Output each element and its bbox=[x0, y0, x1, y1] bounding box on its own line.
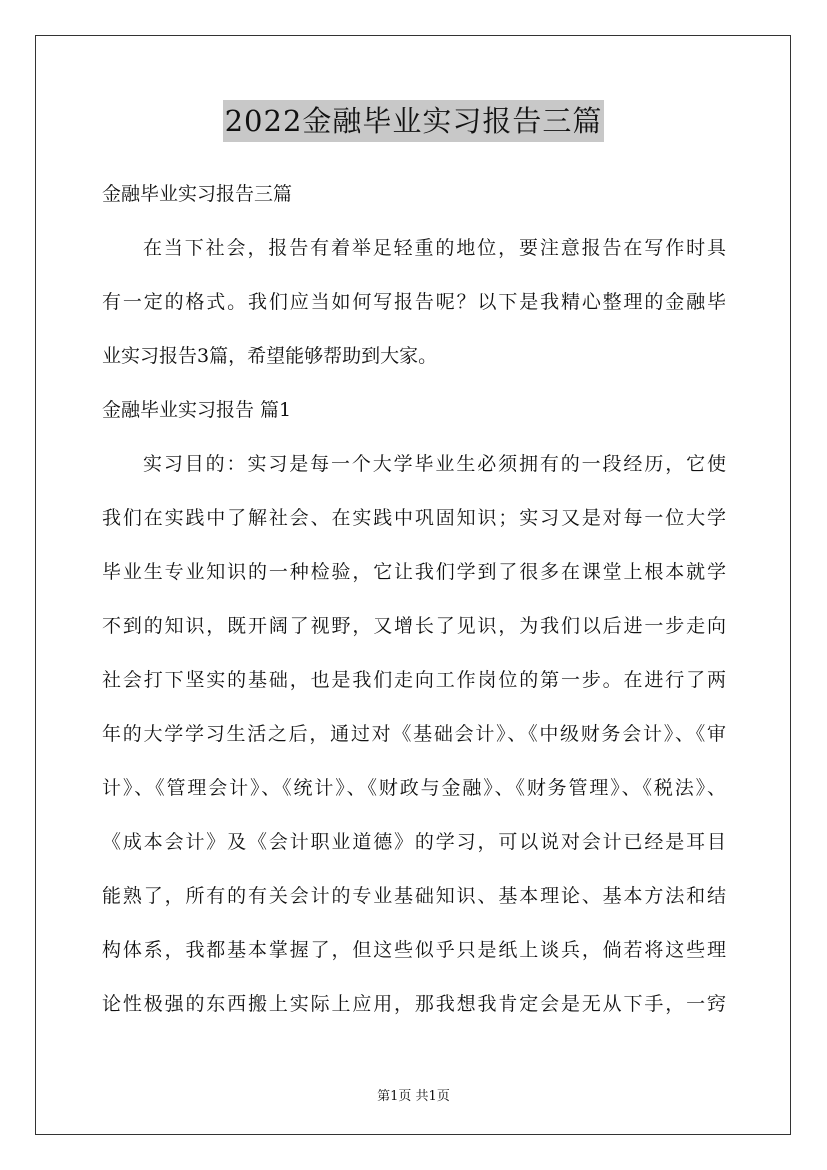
paragraph-line: 不到的知识，既开阔了视野，又增长了见识，为我们以后进一步走向 bbox=[102, 615, 726, 637]
paragraph-line: 在当下社会，报告有着举足轻重的地位，要注意报告在写作时具 bbox=[143, 237, 726, 259]
paragraph-line: 实习目的：实习是每一个大学毕业生必须拥有的一段经历，它使 bbox=[143, 453, 726, 475]
paragraph-line: 我们在实践中了解社会、在实践中巩固知识；实习又是对每一位大学 bbox=[102, 507, 726, 529]
paragraph-line: 社会打下坚实的基础，也是我们走向工作岗位的第一步。在进行了两 bbox=[102, 669, 726, 691]
paragraph-line: 年的大学学习生活之后，通过对《基础会计》、《中级财务会计》、《审 bbox=[102, 723, 726, 745]
paragraph-line: 计》、《管理会计》、《统计》、《财政与金融》、《财务管理》、《税法》、 bbox=[102, 777, 726, 799]
paragraph-line: 构体系，我都基本掌握了，但这些似乎只是纸上谈兵，倘若将这些理 bbox=[102, 939, 726, 961]
page-footer: 第1页 共1页 bbox=[377, 1089, 450, 1104]
paragraph-line: 能熟了，所有的有关会计的专业基础知识、基本理论、基本方法和结 bbox=[102, 885, 726, 907]
title-wrap bbox=[0, 100, 827, 142]
paragraph-line: 《成本会计》及《会计职业道德》的学习，可以说对会计已经是耳目 bbox=[102, 831, 726, 853]
paragraph-line: 有一定的格式。我们应当如何写报告呢？以下是我精心整理的金融毕 bbox=[102, 291, 726, 313]
paragraph-line: 业实习报告3篇，希望能够帮助到大家。 bbox=[102, 345, 438, 367]
paragraph-line: 毕业生专业知识的一种检验，它让我们学到了很多在课堂上根本就学 bbox=[102, 561, 726, 583]
subtitle-line: 金融毕业实习报告三篇 bbox=[102, 183, 293, 205]
paragraph-line: 论性极强的东西搬上实际上应用，那我想我肯定会是无从下手，一窍 bbox=[102, 993, 726, 1015]
document-title: 2022金融毕业实习报告三篇 bbox=[223, 100, 605, 142]
section-heading: 金融毕业实习报告 篇1 bbox=[102, 399, 292, 421]
